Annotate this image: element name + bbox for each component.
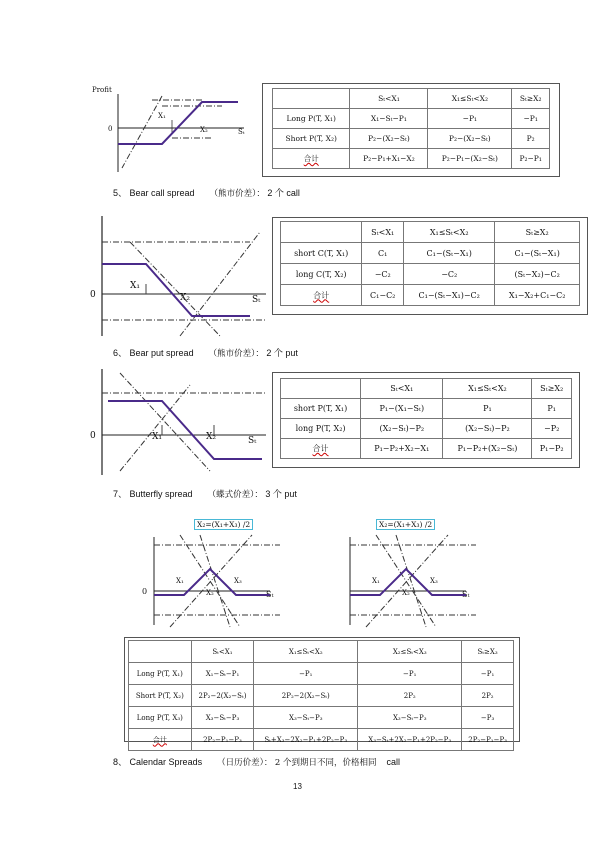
table-header-row [281,379,572,399]
table-cell: −P₁ [512,109,550,129]
table-header-cell: Sₜ<X₁ [350,89,428,109]
table-cell: X₁−Sₜ−P₁ [350,109,428,129]
table-header-row [273,89,550,109]
row-label-cell: short P(T, X₁) [281,399,361,419]
x1-label: X₁ [158,112,166,120]
table-row [281,399,572,419]
row-label-cell: Short P(T, X₂) [273,129,350,149]
table-row [281,285,580,306]
section-cn: （熊市价差）： [209,189,265,199]
section-6-heading [113,346,298,359]
table-header-cell: Sₜ<X₁ [191,641,254,663]
table-cell: 2P₂ [462,685,514,707]
bear-put-payoff-chart [90,365,268,477]
table-cell: C₁−(Sₜ−X₁) [404,243,495,264]
butterfly-table [128,640,514,751]
row-label-cell: 合计 [281,439,361,459]
table-cell: P₂−(X₂−Sₜ) [428,129,512,149]
table-header-row [129,641,514,663]
table-header-cell: X₂≤Sₜ<X₃ [358,641,462,663]
table-cell: X₃−Sₜ−P₃ [358,707,462,729]
table-cell: C₁−(Sₜ−X₁) [495,243,580,264]
table-row [129,685,514,707]
table-header-cell [281,379,361,399]
table-cell: −P₁ [428,109,512,129]
butterfly-payoff-chart-left [140,535,300,630]
table-cell: −P₁ [254,663,358,685]
helper-line [120,373,210,471]
table-row [281,439,572,459]
table-cell: P₂ [512,129,550,149]
butterfly-payoff-chart-right [336,535,481,630]
table-header-cell [281,222,362,243]
table-cell: 2P₂−2(X₂−Sₜ) [191,685,254,707]
table-cell: −P₁ [462,663,514,685]
table-cell: (Sₜ−X₂)−C₂ [495,264,580,285]
section-8-heading [113,755,400,768]
table-cell: X₃−Sₜ+2X₂−P₁+2P₂−P₃ [358,729,462,751]
table-cell: P₁−(X₁−Sₜ) [361,399,443,419]
table-header-cell: Sₜ<X₁ [361,379,443,399]
row-label-cell: 合计 [281,285,362,306]
x1-label: X₁ [372,577,380,585]
st-label: Sₜ [248,436,257,446]
table-cell: C₁−(Sₜ−X₁)−C₂ [404,285,495,306]
section-title: Bear call spread [129,188,195,198]
table-header-row [281,222,580,243]
section-5-heading [113,186,300,199]
table-header-cell: X₁≤Sₜ<X₂ [254,641,358,663]
profit-axis-label: Profit [92,86,112,94]
section-title: Bear put spread [129,348,194,358]
section-number: 6、 [113,348,128,358]
butterfly-formula-right: X₂=(X₁+X₃) /2 [376,519,435,530]
x2-label: X₂ [180,293,191,303]
table-cell: C₁−C₂ [362,285,404,306]
row-label-cell: Short P(T, X₂) [129,685,192,707]
st-label: Sₜ [266,590,274,599]
x2-label: X₂ [206,432,217,442]
bull-put-table [272,88,550,169]
table-header-cell: X₁≤Sₜ<X₂ [404,222,495,243]
row-label-cell: Long P(T, X₁) [129,663,192,685]
row-label-cell: short C(T, X₁) [281,243,362,264]
helper-line [396,535,426,627]
table-cell: P₁ [443,399,532,419]
section-cn: （熊市价差）： [208,349,264,359]
helper-line [180,535,240,627]
table-cell: −P₂ [532,419,572,439]
table-cell: P₂−P₁+X₁−X₂ [350,149,428,169]
x2-label: X₂ [402,589,410,597]
section-count: 3 个 put [265,489,297,499]
st-label: Sₜ [462,590,470,599]
zero-label: 0 [90,290,96,300]
table-cell: P₁−P₂+X₂−X₁ [361,439,443,459]
zero-label: 0 [90,431,96,441]
table-cell: X₃−Sₜ−P₃ [191,707,254,729]
table-cell: (X₂−Sₜ)−P₂ [361,419,443,439]
section-title: Calendar Spreads [129,757,203,767]
section-number: 5、 [113,188,128,198]
table-cell: −P₃ [462,707,514,729]
st-label: Sₜ [238,128,245,136]
table-cell: P₂−(X₂−Sₜ) [350,129,428,149]
table-header-cell: X₁≤Sₜ<X₂ [428,89,512,109]
table-cell: −C₂ [404,264,495,285]
section-count: 2 个 put [266,348,298,358]
table-header-cell [273,89,350,109]
table-header-cell: X₁≤Sₜ<X₂ [443,379,532,399]
table-row [281,419,572,439]
row-label-cell: Long P(T, X₃) [129,707,192,729]
table-cell: 2P₂−P₁−P₃ [191,729,254,751]
x3-label: X₃ [234,577,242,585]
table-cell: 2P₂−2(X₂−Sₜ) [254,685,358,707]
table-cell: 2P₂ [358,685,462,707]
butterfly-formula-left: X₂=(X₁+X₃) /2 [194,519,253,530]
section-cn: （日历价差）： [217,758,273,768]
bear-call-table [280,221,580,306]
x1-label: X₁ [152,432,163,442]
zero-label: 0 [108,125,113,133]
table-cell: P₁−P₂ [532,439,572,459]
x2-label: X₂ [200,126,208,134]
table-row [129,729,514,751]
st-label: Sₜ [252,295,261,305]
table-header-cell: Sₜ≥X₂ [512,89,550,109]
section-title: Butterfly spread [129,489,193,499]
bear-put-table [280,378,572,459]
page-number: 13 [293,782,302,791]
table-header-cell: Sₜ<X₁ [362,222,404,243]
table-cell: P₁−P₂+(X₂−Sₜ) [443,439,532,459]
table-row [273,109,550,129]
table-row [273,149,550,169]
table-header-cell: Sₜ≥X₂ [495,222,580,243]
table-row [281,243,580,264]
section-cn: （蝶式价差）： [207,490,263,500]
table-cell: −C₂ [362,264,404,285]
helper-line [376,535,436,627]
section-count: 2 个到期日不同，价格相同 [274,758,377,768]
table-row [281,264,580,285]
table-cell: X₃−Sₜ−P₃ [254,707,358,729]
section-number: 8、 [113,757,128,767]
table-cell: −P₁ [358,663,462,685]
table-row [129,707,514,729]
section-tail: call [386,757,401,767]
table-cell: Sₜ+X₃−2X₂−P₁+2P₂−P₃ [254,729,358,751]
helper-line [122,96,162,168]
x3-label: X₃ [430,577,438,585]
section-7-heading [113,487,297,500]
table-cell: (X₂−Sₜ)−P₂ [443,419,532,439]
row-label-cell: 合计 [129,729,192,751]
section-count: 2 个 call [267,188,300,198]
row-label-cell: long P(T, X₂) [281,419,361,439]
table-cell: P₂−P₁ [512,149,550,169]
table-cell: 2P₂−P₁−P₃ [462,729,514,751]
x2-label: X₂ [206,589,214,597]
table-header-cell: Sₜ≥X₂ [532,379,572,399]
row-label-cell: long C(T, X₂) [281,264,362,285]
helper-line [130,242,220,336]
bear-call-payoff-chart [90,212,270,340]
table-cell: X₁−X₂+C₁−C₂ [495,285,580,306]
helper-line [120,385,190,471]
table-header-cell: Sₜ≥X₃ [462,641,514,663]
x1-label: X₁ [130,281,141,291]
bull-put-payoff-chart [92,88,252,178]
payoff-line [108,401,262,459]
table-header-cell [129,641,192,663]
table-cell: P₂−P₁−(X₂−Sₜ) [428,149,512,169]
section-number: 7、 [113,489,128,499]
table-cell: P₁ [532,399,572,419]
row-label-cell: 合计 [273,149,350,169]
table-cell: C₁ [362,243,404,264]
x1-label: X₁ [176,577,184,585]
table-row [273,129,550,149]
table-cell: X₁−Sₜ−P₁ [191,663,254,685]
zero-label: 0 [142,587,148,596]
helper-line [200,535,230,627]
table-row [129,663,514,685]
row-label-cell: Long P(T, X₁) [273,109,350,129]
